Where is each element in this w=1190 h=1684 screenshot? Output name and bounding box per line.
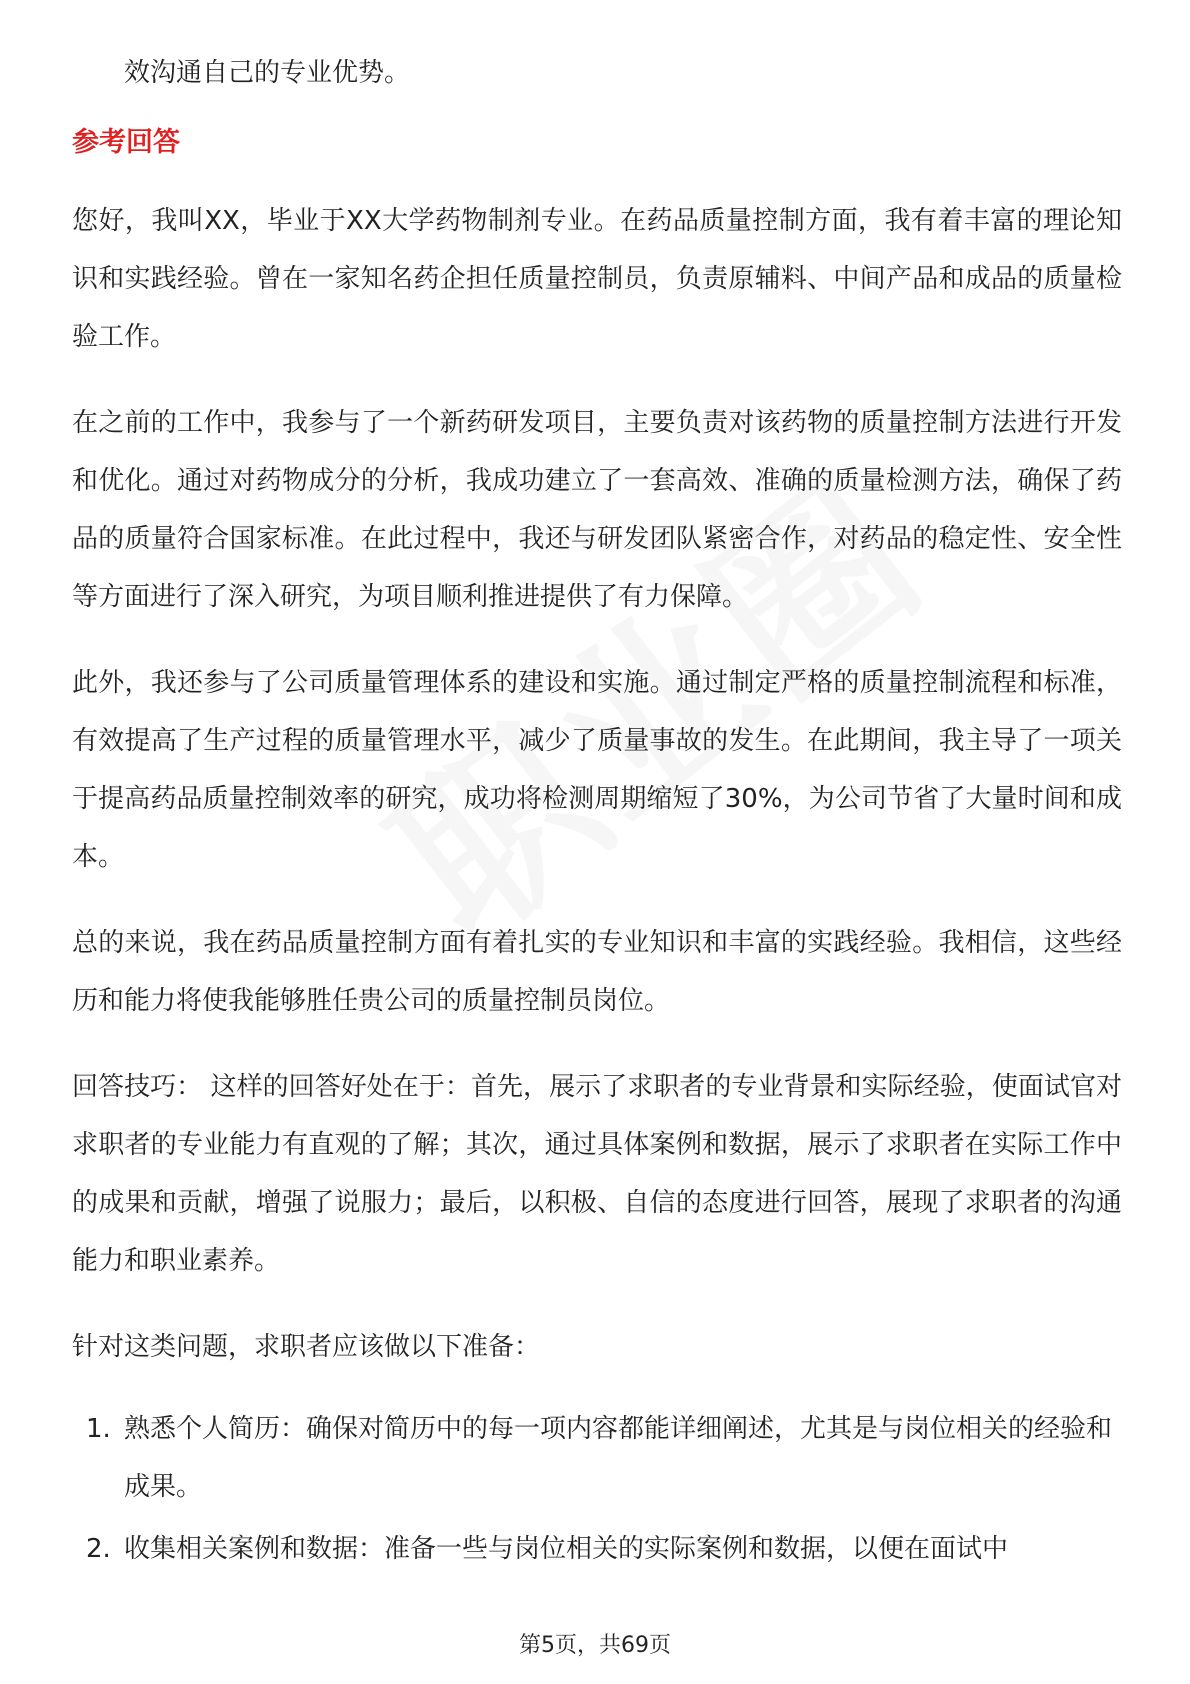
continuation-line: 效沟通自己的专业优势。 <box>124 58 411 88</box>
list-item-text: 熟悉个人简历：确保对简历中的每一项内容都能详细阐述，尤其是与岗位相关的经验和成果。 <box>124 1414 1113 1502</box>
page-footer: 第5页，共69页 <box>519 1633 671 1658</box>
answer-paragraph-summary: 总的来说，我在药品质量控制方面有着扎实的专业知识和丰富的实践经验。我相信，这些经历和能力将使我能够胜任贵公司的质量控制员岗位。 <box>72 928 1122 1016</box>
list-item-number: 2. <box>86 1534 111 1564</box>
reference-answer-heading: 参考回答 <box>72 127 180 158</box>
preparation-list <box>72 1400 1122 1578</box>
list-item <box>72 1400 1122 1516</box>
answer-paragraph-system: 此外，我还参与了公司质量管理体系的建设和实施。通过制定严格的质量控制流程和标准，有效提高了生产过程的质量管理水平，减少了质量事故的发生。在此期间，我主导了一项关于提高药品质量控制效率的研究，成功将检测周期缩短了30%，为公司节省了大量时间和成本。 <box>72 668 1122 872</box>
answer-paragraph-intro: 您好，我叫XX，毕业于XX大学药物制剂专业。在药品质量控制方面，我有着丰富的理论知识和实践经验。曾在一家知名药企担任质量控制员，负责原辅料、中间产品和成品的质量检验工作。 <box>72 206 1122 352</box>
preparation-intro: 针对这类问题，求职者应该做以下准备： <box>72 1332 541 1362</box>
answer-paragraph-project: 在之前的工作中，我参与了一个新药研发项目，主要负责对该药物的质量控制方法进行开发和优化。通过对药物成分的分析，我成功建立了一套高效、准确的质量检测方法，确保了药品的质量符合国家标准。在此过程中，我还与研发团队紧密合作，对药品的稳定性、安全性等方面进行了深入研究，为项目顺利推进提供了有力保障。 <box>72 408 1122 612</box>
list-item <box>72 1520 1122 1578</box>
answer-tips-paragraph: 回答技巧： 这样的回答好处在于：首先，展示了求职者的专业背景和实际经验，使面试官对求职者的专业能力有直观的了解；其次，通过具体案例和数据，展示了求职者在实际工作中的成果和贡献，增强了说服力；最后，以积极、自信的态度进行回答，展现了求职者的沟通能力和职业素养。 <box>72 1072 1122 1276</box>
list-item-number: 1. <box>86 1414 111 1444</box>
list-item-text: 收集相关案例和数据：准备一些与岗位相关的实际案例和数据，以便在面试中 <box>124 1534 1009 1564</box>
page-content <box>72 44 1122 1582</box>
